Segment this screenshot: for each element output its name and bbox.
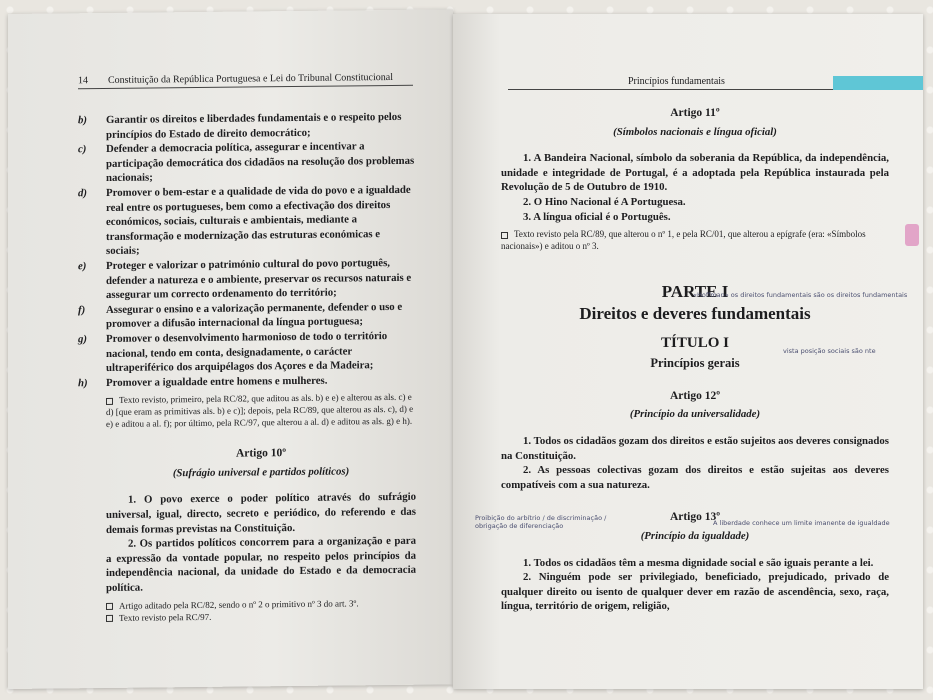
- left-page-body: [78, 110, 416, 624]
- title-subheading: Princípios gerais: [650, 356, 740, 371]
- handwritten-note: vista posição sociais são nte: [783, 347, 876, 355]
- article-subtitle: (Princípio da universalidade): [629, 408, 761, 421]
- article-paragraph: 1. Todos os cidadãos têm a mesma dignidade social e são iguais perante a lei.: [523, 556, 874, 569]
- article-title: Artigo 13º: [669, 511, 721, 524]
- handwritten-note: Proibição do arbítrio / de discriminação / obrigação de diferenciação: [475, 514, 607, 530]
- list-item: b) Garantir os direitos e liberdades fundamentais e o respeito pelos princípios do Estado de direito democrático;: [78, 110, 402, 141]
- list-item: f) Assegurar o ensino e a valorização permanente, defender o uso e promover a difusão internacional da língua portuguesa;: [78, 300, 403, 331]
- title-heading: TÍTULO I: [661, 335, 729, 352]
- article-paragraph: 1. O povo exerce o poder político através do sufrágio universal, igual, directo, secreto e periódico, do referendo e das demais formas previstas na Constituição.: [106, 491, 416, 536]
- sticky-note-tab: [905, 224, 919, 246]
- list-item: g) Promover o desenvolvimento harmonioso de todo o território nacional, tendo em conta, designadamente, o carácter ultraperiférico dos arquipélagos dos Açores e da Madeira;: [78, 329, 388, 375]
- article-subtitle: (Princípio da igualdade): [640, 529, 750, 542]
- handwritten-note: A liberdade conhece um limite imanente de igualdade: [713, 519, 890, 527]
- running-head-title-left: Constituição da República Portuguesa e Lei do Tribunal Constitucional: [108, 71, 393, 86]
- checkbox-square-icon: [106, 398, 113, 405]
- part-title: Direitos e deveres fundamentais: [579, 304, 811, 324]
- revision-note: Artigo aditado pela RC/82, sendo o nº 2 o primitivo nº 3 do art. 3º.: [106, 596, 416, 611]
- revision-note: Texto revisto, primeiro, pela RC/82, que aditou as als. b) e e) e alterou as als. c) e d) [que eram as primitivas als. b) e c)]; depois, pela RC/89, que alterou as als. c), d) e e) e aditou a al. f); por último, pela RC/97, que alterou a al. d) e aditou as als. g) e h).: [106, 392, 414, 430]
- article-paragraph: 1. A Bandeira Nacional, símbolo da soberania da República, da independência, unidade e integridade de Portugal, é a adoptada pela República instaurada pela Revolução de 5 de Outubro de 1910.: [501, 152, 889, 194]
- article-title: Artigo 12º: [669, 389, 721, 402]
- article-paragraph: 2. O Hino Nacional é A Portuguesa.: [523, 195, 686, 208]
- handwritten-note: «Hoffman» os direitos fundamentais são os direitos fundamentais: [693, 291, 908, 299]
- article-paragraph: 3. A língua oficial é o Português.: [523, 210, 671, 223]
- open-book: [8, 14, 926, 689]
- running-head-left: [78, 72, 413, 90]
- list-item: c) Defender a democracia política, assegurar e incentivar a participação democrática dos cidadãos na resolução dos problemas nacionais;: [78, 140, 415, 185]
- article-title: Artigo 10º: [235, 447, 287, 460]
- checkbox-square-icon: [501, 232, 508, 239]
- article-paragraph: 2. As pessoas colectivas gozam dos direitos e estão sujeitas aos deveres compatíveis com a sua natureza.: [501, 464, 889, 491]
- running-head-right: [508, 76, 888, 90]
- article-subtitle: (Sufrágio universal e partidos políticos): [172, 465, 350, 480]
- part-heading: PARTE I: [661, 282, 729, 302]
- article-paragraph: 1. Todos os cidadãos gozam dos direitos e estão sujeitos aos deveres consignados na Constituição.: [501, 434, 889, 462]
- revision-note: Texto revisto pela RC/97.: [106, 608, 416, 623]
- article-title: Artigo 11º: [670, 107, 720, 119]
- right-page: [453, 14, 923, 689]
- checkbox-square-icon: [106, 615, 113, 622]
- running-head-title-right: Princípios fundamentais: [628, 76, 725, 87]
- thumb-index-tab: [833, 76, 923, 90]
- article-paragraph: 2. Ninguém pode ser privilegiado, beneficiado, prejudicado, privado de qualquer direito ou isento de qualquer dever em razão de ascendência, sexo, raça, língua, território de origem, religião,: [501, 571, 889, 613]
- revision-note: Texto revisto pela RC/89, que alterou o nº 1, e pela RC/01, que alterou a epígrafe (era: «Símbolos nacionais») e aditou o nº 3.: [501, 229, 866, 252]
- article-subtitle: (Símbolos nacionais e língua oficial): [613, 125, 777, 138]
- list-item: h) Promover a igualdade entre homens e mulheres.: [78, 374, 328, 389]
- left-page: [8, 9, 453, 689]
- article-paragraph: 2. Os partidos políticos concorrem para a organização e para a expressão da vontade popular, no respeito pelos princípios da independência nacional, da unidade do Estado e da democracia política.: [106, 534, 416, 595]
- list-item: e) Proteger e valorizar o património cultural do povo português, defender a natureza e o ambiente, preservar os recursos naturais e assegurar um correcto ordenamento do território;: [78, 256, 412, 302]
- checkbox-square-icon: [106, 603, 113, 610]
- page-number-left: 14: [78, 75, 88, 87]
- list-item: d) Promover o bem-estar e a qualidade de vida do povo e a igualdade real entre os portugueses, bem como a efectivação dos direitos económicos, sociais, culturais e ambientais, mediante a transformação e modernização das estruturas económicas e sociais;: [78, 183, 411, 258]
